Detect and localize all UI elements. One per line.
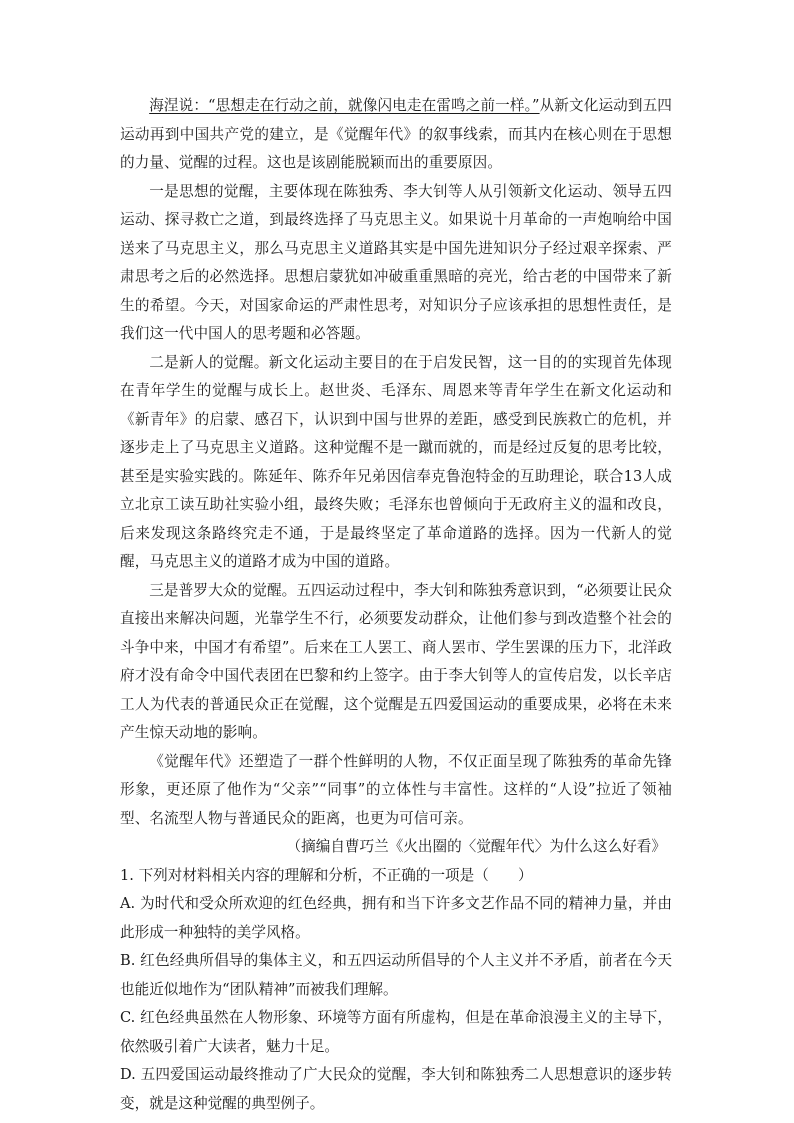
option-d: D. 五四爱国运动最终推动了广大民众的觉醒，李大钊和陈独秀二人思想意识的逐步转变，就是这种觉醒的典型例子。 xyxy=(120,1066,672,1112)
document-page xyxy=(120,92,672,1118)
option-c: C. 红色经典虽然在人物形象、环境等方面有所虚构，但是在革命浪漫主义的主导下，依然吸引着广大读者，魅力十足。 xyxy=(120,1009,672,1055)
question-stem: 1. 下列对材料相关内容的理解和分析，不正确的一项是（ ） xyxy=(120,866,533,884)
option-a: A. 为时代和受众所欢迎的红色经典，拥有和当下许多文艺作品不同的精神力量，并由此形成一种独特的美学风格。 xyxy=(120,895,672,941)
paragraph-new-people-awakening: 二是新人的觉醒。新文化运动主要目的在于启发民智，这一目的的实现首先体现在青年学生的觉醒与成长上。赵世炎、毛泽东、周恩来等青年学生在新文化运动和《新青年》的启蒙、感召下，认识到中国与世界的差距，感受到民族救亡的危机，并逐步走上了马克思主义道路。这种觉醒不是一蹴而就的，而是经过反复的思考比较，甚至是实验实践的。陈延年、陈乔年兄弟因信奉克鲁泡特金的互助理论，联合13人成立北京工读互助社实验小组，最终失败；毛泽东也曾倾向于无政府主义的温和改良，后来发现这条路终究走不通，于是最终坚定了革命道路的选择。因为一代新人的觉醒，马克思主义的道路才成为中国的道路。 xyxy=(120,353,672,570)
heine-quote: 海涅说：“思想走在行动之前，就像闪电走在雷鸣之前一样。” xyxy=(149,97,540,114)
source-citation: （摘编自曹巧兰《火出圈的〈觉醒年代〉为什么这么好看》 xyxy=(286,838,666,855)
paragraph-intro-text: 从新文化运动到五四运动再到中国共产党的建立，是《觉醒年代》的叙事线索，而其内在核心则在于思想的力量、觉醒的过程。这也是该剧能脱颖而出的重要原因。 xyxy=(120,97,672,171)
option-b: B. 红色经典所倡导的集体主义，和五四运动所倡导的个人主义并不矛盾，前者在今天也能近似地作为“团队精神”而被我们理解。 xyxy=(120,952,672,998)
paragraph-characters: 《觉醒年代》还塑造了一群个性鲜明的人物，不仅正面呈现了陈独秀的革命先锋形象，更还原了他作为“父亲”“同事”的立体性与丰富性。这样的“人设”拉近了领袖型、名流型人物与普通民众的距离，也更为可信可亲。 xyxy=(120,752,672,827)
paragraph-masses-awakening: 三是普罗大众的觉醒。五四运动过程中，李大钊和陈独秀意识到，“必须要让民众直接出来解决问题，光靠学生不行，必须要发动群众，让他们参与到改造整个社会的斗争中来，中国才有希望”。后来在工人罢工、商人罢市、学生罢课的压力下，北洋政府才没有命令中国代表团在巴黎和约上签字。由于李大钊等人的宣传启发，以长辛店工人为代表的普通民众正在觉醒，这个觉醒是五四爱国运动的重要成果，必将在未来产生惊天动地的影响。 xyxy=(120,581,672,741)
paragraph-intro xyxy=(120,92,672,178)
paragraph-thought-awakening: 一是思想的觉醒，主要体现在陈独秀、李大钊等人从引领新文化运动、领导五四运动、探寻救亡之道，到最终选择了马克思主义。如果说十月革命的一声炮响给中国送来了马克思主义，那么马克思主义道路其实是中国先进知识分子经过艰辛探索、严肃思考之后的必然选择。思想启蒙犹如冲破重重黑暗的亮光，给古老的中国带来了新生的希望。今天，对国家命运的严肃性思考，对知识分子应该承担的思想性责任，是我们这一代中国人的思考题和必答题。 xyxy=(120,182,672,342)
